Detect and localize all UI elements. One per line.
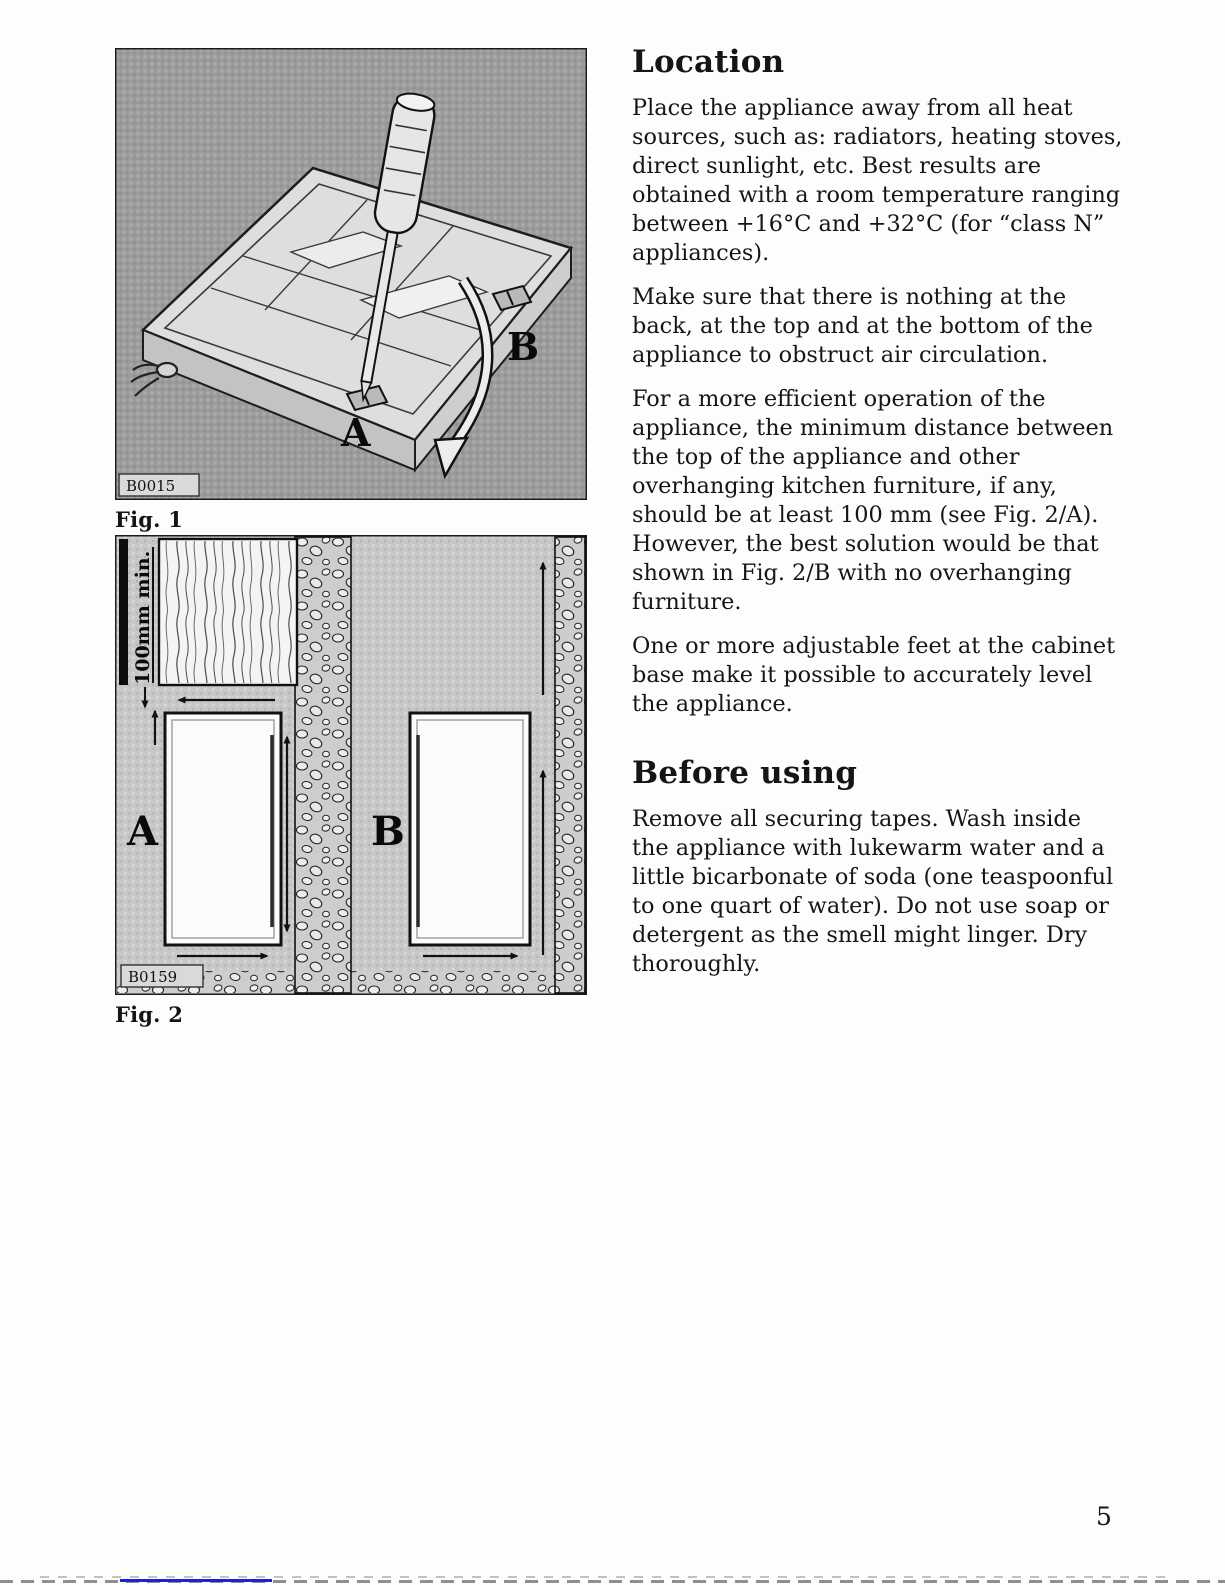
figure-2 xyxy=(115,535,587,1027)
figure-1-code: B0015 xyxy=(126,477,176,495)
location-paragraph: For a more efficient operation of the appliance, the minimum distance between the top of the appliance and other overhanging kitchen furniture, if any, should be at least 100 mm (see Fig. 2/A). xyxy=(632,386,1114,528)
location-paragraph: However, the best solution would be that shown in Fig. 2/B with no overhanging furniture. xyxy=(632,531,1099,615)
dimension-label: 100mm min. xyxy=(132,550,154,685)
scan-artifact-line xyxy=(40,1576,1167,1578)
figure-1-code-tag xyxy=(119,474,199,496)
section-heading-before-using: Before using xyxy=(632,755,858,791)
figure-2-label-a: A xyxy=(127,808,159,855)
figure-2-code: B0159 xyxy=(128,968,178,986)
furniture-edge-bar xyxy=(119,539,128,685)
figure-1 xyxy=(115,48,587,532)
location-paragraph: One or more adjustable feet at the cabinet base make it possible to accurately level the appliance. xyxy=(632,633,1116,717)
scan-artifact-blue-line xyxy=(120,1579,272,1582)
figure-2-caption: Fig. 2 xyxy=(115,1002,184,1027)
figure-2-code-tag xyxy=(121,965,203,987)
overhanging-furniture xyxy=(159,539,297,685)
section-heading-location: Location xyxy=(632,44,785,80)
text-column xyxy=(632,44,1124,994)
figure-2-illustration xyxy=(115,535,587,995)
appliance-a-outline xyxy=(165,713,281,945)
figure-1-caption: Fig. 1 xyxy=(115,507,184,532)
right-wall-section xyxy=(555,537,585,993)
figure-1-label-b: B xyxy=(507,324,540,369)
page-number: 5 xyxy=(1096,1502,1112,1531)
figure-2-label-b: B xyxy=(371,808,405,855)
middle-wall-section xyxy=(295,537,351,993)
location-paragraph: Make sure that there is nothing at the back, at the top and at the bottom of the appliance to obstruct air circulation. xyxy=(632,284,1093,368)
figure-1-label-a: A xyxy=(341,410,371,455)
figure-1-illustration xyxy=(115,48,587,500)
location-paragraph: Place the appliance away from all heat sources, such as: radiators, heating stoves, direct sunlight, etc. Best results are obtained with a room temperature ranging between +16°C and +32°C (for “class N” appliances). xyxy=(632,95,1123,266)
before-using-paragraph: Remove all securing tapes. Wash inside the appliance with lukewarm water and a little bicarbonate of soda (one teaspoonful to one quart of water). Do not use soap or detergent as the smell might linger. Dry thoroughly. xyxy=(632,806,1114,977)
dimension-annotation xyxy=(132,547,154,707)
appliance-b-outline xyxy=(410,713,530,945)
